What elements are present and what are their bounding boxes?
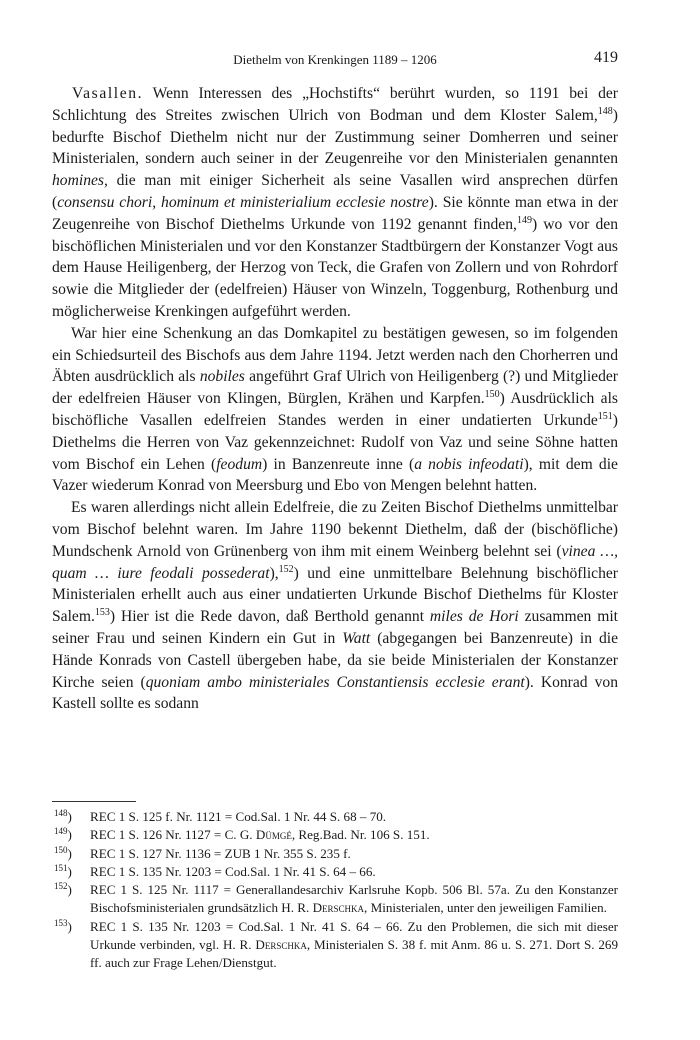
text-run: ) und eine unmittelbare Belehnung bischöflicher Ministerialen erhellt auch aus einer undatierten Urkunde Bischof Diethelms für Kloster Salem. bbox=[52, 564, 618, 626]
footnote-number: $^{150}$) bbox=[54, 844, 72, 861]
italic-term: feodum bbox=[216, 455, 263, 473]
footnote-149 bbox=[52, 826, 618, 844]
text-run: die man mit einiger Sicherheit als seine Vasallen wird ansprechen dürfen ( bbox=[52, 172, 618, 211]
footnote-number: $^{153}$) bbox=[54, 917, 72, 934]
footnote-text: REC 1 S. 135 Nr. 1203 = Cod.Sal. 1 Nr. 41 S. 64 – 66. Zu den Problemen, die sich mit dieser Urkunde verbinden, vgl. H. R. Derschka, Ministerialen S. 38 f. mit Anm. 86 u. S. 271. Dort S. 269 ff. auch zur Frage Lehen/Dienstgut. bbox=[90, 918, 618, 971]
author-name: Dümgé bbox=[255, 827, 292, 843]
text-run: (abgegangen bei Banzenreute) in die Hände Konrads von Castell übergeben habe, da sie beide Ministerialen der Konstanzer Kirche seien ( bbox=[52, 629, 618, 691]
text-run: zusammen mit seiner Frau und seinen Kindern ein Gut in bbox=[52, 608, 618, 647]
italic-term: nobiles bbox=[199, 368, 245, 386]
footnote-ref: 152 bbox=[278, 563, 294, 575]
text-run: ) Ausdrücklich als bischöfliche Vasallen edelfreien Standes werden in einer undatierten Urkunde bbox=[52, 390, 618, 429]
text-run: War hier eine Schenkung an das Domkapitel zu bestätigen gewesen, so im folgenden ein Schiedsurteil des Bischofs aus dem Jahre 1194. Jetzt werden nach den Chorherren und Äbten ausdrücklich als bbox=[52, 324, 618, 386]
italic-quote: a nobis infeodati bbox=[414, 455, 524, 473]
author-name: Derschka bbox=[255, 937, 307, 953]
italic-quote: consensu chori, hominum et ministerialium ecclesie nostre bbox=[57, 193, 429, 211]
footnote-ref: 149 bbox=[516, 214, 532, 226]
text-run: Vasallen. bbox=[72, 85, 144, 102]
text-run: ) Diethelms die Herren von Vaz gekennzeichnet: Rudolf von Vaz und seine Söhne hatten vom Bischof ein Lehen ( bbox=[52, 411, 618, 473]
text-run: ). Konrad von Kastell sollte es sodann bbox=[52, 673, 618, 713]
footnote-152 bbox=[52, 881, 618, 918]
text-run: ) in Banzenreute inne ( bbox=[262, 455, 415, 473]
body-text bbox=[52, 83, 618, 715]
text-run: ) Hier ist die Rede davon, daß Berthold genannt bbox=[109, 608, 430, 626]
footnote-number: $^{148}$) bbox=[54, 808, 72, 824]
footnote-number: $^{151}$) bbox=[54, 862, 72, 879]
footnote-text: REC 1 S. 126 Nr. 1127 = C. G. Dümgé, Reg.Bad. Nr. 106 S. 151. bbox=[90, 827, 430, 843]
footnote-number: $^{152}$) bbox=[54, 881, 72, 898]
text-run: ). Sie könnte man etwa in der Zeugenreihe von Bischof Diethelms Urkunde von 1192 genannt finden, bbox=[52, 193, 618, 233]
footnote-number: $^{149}$) bbox=[54, 826, 72, 843]
paragraph-1 bbox=[52, 83, 618, 323]
footnote-ref: 153 bbox=[94, 607, 110, 619]
paragraph-3 bbox=[52, 497, 618, 715]
footnote-text: REC 1 S. 125 Nr. 1117 = Generallandesarchiv Karlsruhe Kopb. 506 Bl. 57a. Zu den Konstanzer Bischofsministerialen grundsätzlich H. R. Derschka, Ministerialen, unter den jeweiligen Familien. bbox=[90, 882, 618, 916]
text-run: ), mit dem die Vazer wiederum Konrad von Meersburg und Ebo von Mengen belehnt hatten. bbox=[52, 455, 618, 495]
footnote-rule bbox=[52, 801, 136, 802]
page-number: 419 bbox=[594, 49, 618, 66]
footnote-text: REC 1 S. 125 f. Nr. 1121 = Cod.Sal. 1 Nr. 44 S. 68 – 70. bbox=[90, 809, 387, 824]
italic-term: miles de Hori bbox=[429, 608, 519, 626]
footnote-148 bbox=[52, 808, 618, 826]
text-run: angeführt Graf Ulrich von Heiligenberg (?) und Mitglieder der edelfreien Häuser von Klingen, Bürglen, Krähen und Karpfen. bbox=[52, 368, 618, 408]
italic-term: homines, bbox=[52, 172, 108, 190]
footnote-text: REC 1 S. 127 Nr. 1136 = ZUB 1 Nr. 355 S. 235 f. bbox=[90, 845, 351, 861]
italic-term: Watt bbox=[342, 629, 371, 647]
running-title: Diethelm von Krenkingen 1189 – 1206 bbox=[233, 52, 437, 67]
footnote-ref: 148 bbox=[597, 105, 613, 117]
running-head bbox=[52, 49, 618, 71]
footnote-ref: 151 bbox=[597, 410, 613, 422]
footnote-150 bbox=[52, 845, 618, 863]
text-run: ) wo vor den bischöflichen Ministerialen und vor den Konstanzer Stadtbürgern der Konstanzer Vogt aus dem Hause Heiligenberg, der Herzog von Teck, die Grafen von Zollern und von Rohrdorf sowie die Mitglieder der (edelfreien) Häuser von Winzeln, Toggenburg, Rothenburg und möglicherweise Krenkingen aufgeführt werden. bbox=[52, 215, 618, 320]
paragraph-2 bbox=[52, 323, 618, 497]
text-run: Es waren allerdings nicht allein Edelfreie, die zu Zeiten Bischof Diethelms unmittelbar vom Bischof belehnt waren. Im Jahre 1190 bekennt Diethelm, daß der (bischöfliche) Mundschenk Arnold von Grünenberg von ihm mit einem Weinberg belehnt sei ( bbox=[52, 499, 618, 560]
italic-quote: vinea …, quam … iure feodali possederat bbox=[52, 542, 618, 582]
footnotes bbox=[52, 808, 618, 973]
text-run: ), bbox=[269, 564, 279, 582]
italic-quote: quoniam ambo ministeriales Constantiensis ecclesie erant bbox=[145, 673, 525, 691]
text-run: Wenn Interessen des „Hochstifts“ berührt wurden, so 1191 bei der Schlichtung des Streites zwischen Ulrich von Bodman und dem Kloster Salem, bbox=[52, 85, 618, 124]
footnote-text: REC 1 S. 135 Nr. 1203 = Cod.Sal. 1 Nr. 41 S. 64 – 66. bbox=[90, 863, 376, 879]
footnote-151 bbox=[52, 863, 618, 881]
text-run: ) bedurfte Bischof Diethelm nicht nur der Zustimmung seiner Domherren und seiner Ministerialen, sondern auch seiner in der Zeugenreihe vor den Ministerialen genannten bbox=[52, 106, 618, 168]
footnote-ref: 150 bbox=[484, 389, 500, 401]
author-name: Derschka bbox=[312, 900, 365, 916]
footnote-153 bbox=[52, 918, 618, 973]
